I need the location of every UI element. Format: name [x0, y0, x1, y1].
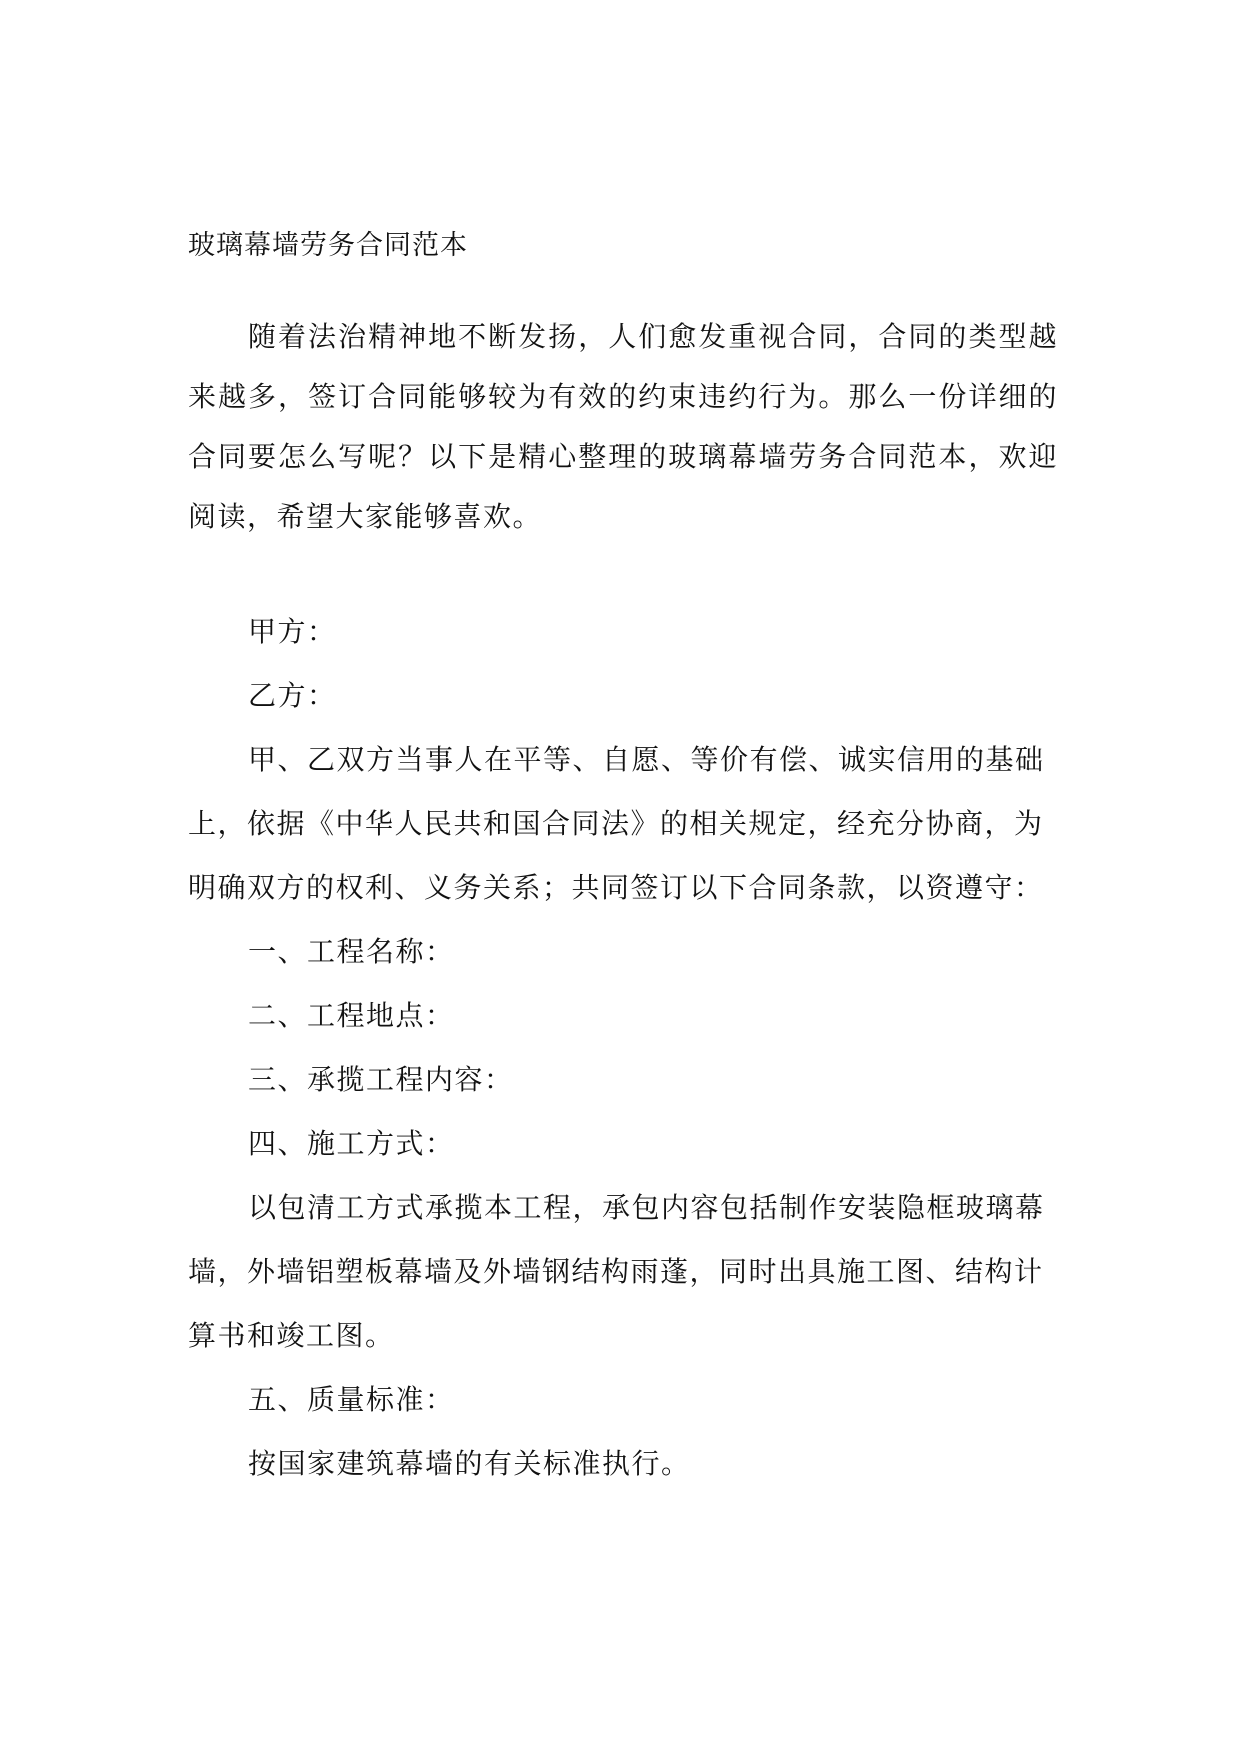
party-a-line: 甲方：	[248, 615, 337, 648]
clause-quality-standard-body: 按国家建筑幕墙的有关标准执行。	[248, 1447, 691, 1480]
clause-work-content: 三、承揽工程内容：	[248, 1063, 514, 1096]
clause-quality-standard: 五、质量标准：	[248, 1383, 455, 1416]
clause-construction-method: 四、施工方式：	[248, 1127, 455, 1160]
clause-construction-method-body: 以包清工方式承揽本工程，承包内容包括制作安装隐框玻璃幕墙，外墙铝塑板幕墙及外墙钢结构雨蓬，同时出具施工图、结构计算书和竣工图。	[188, 1191, 1045, 1352]
intro-paragraph: 随着法治精神地不断发扬，人们愈发重视合同，合同的类型越来越多，签订合同能够较为有效的约束违约行为。那么一份详细的合同要怎么写呢？以下是精心整理的玻璃幕墙劳务合同范本，欢迎阅读，希望大家能够喜欢。	[188, 320, 1058, 533]
document-title: 玻璃幕墙劳务合同范本	[188, 230, 468, 261]
contract-body	[188, 600, 1058, 1496]
party-b-line: 乙方：	[248, 679, 337, 712]
preamble-paragraph: 甲、乙双方当事人在平等、自愿、等价有偿、诚实信用的基础上，依据《中华人民共和国合同法》的相关规定，经充分协商，为明确双方的权利、义务关系；共同签订以下合同条款，以资遵守：	[188, 743, 1045, 904]
intro-block	[188, 307, 1058, 547]
clause-project-location: 二、工程地点：	[248, 999, 455, 1032]
clause-project-name: 一、工程名称：	[248, 935, 455, 968]
